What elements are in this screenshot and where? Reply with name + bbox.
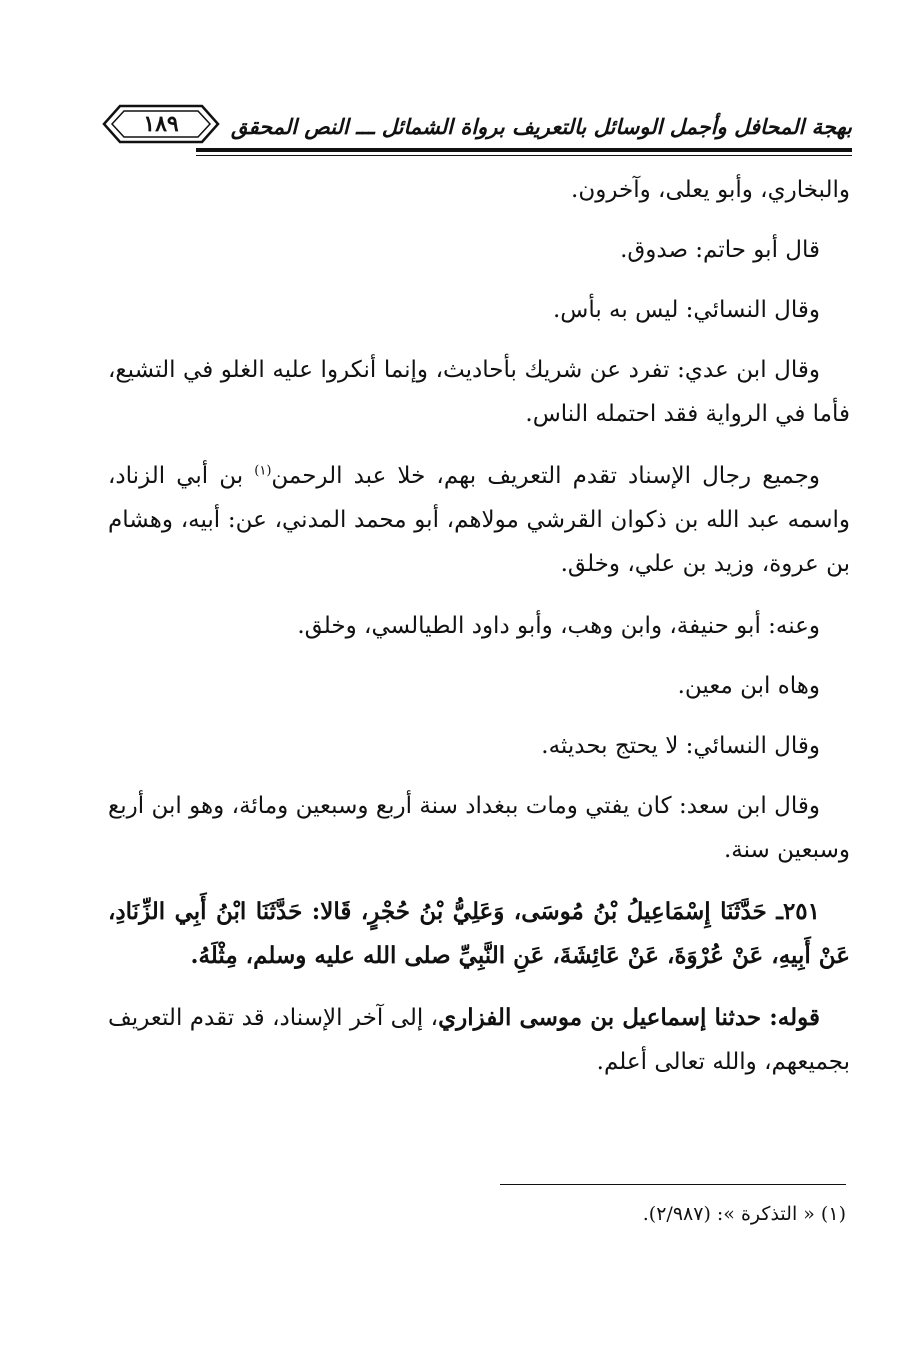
footnote-separator — [500, 1184, 846, 1185]
paragraph: وقال النسائي: لا يحتج بحديثه. — [541, 733, 820, 759]
isnad-text-start: وجميع رجال الإسناد تقدم التعريف بهم، خلا عبد الرحمن — [271, 463, 821, 489]
page-number: ١٨٩ — [143, 111, 179, 137]
paragraph: وقال ابن عدي: تفرد عن شريك بأحاديث، وإنما أنكروا عليه الغلو في التشيع، فأما في الرواية فقد احتمله الناس. — [108, 357, 850, 427]
hadith-text: ٢٥١ـ حَدَّثَنَا إِسْمَاعِيلُ بْنُ مُوسَى، وَعَلِيُّ بْنُ حُجْرٍ، قَالا: حَدَّثَنَا ابْنُ أَبِي الزِّنَادِ، عَنْ أَبِيهِ، عَنْ عُرْوَةَ، عَنْ عَائِشَةَ، عَنِ النَّبِيِّ صلى الله عليه وسلم، مِثْلَهُ. — [108, 898, 850, 969]
paragraph: والبخاري، وأبو يعلى، وآخرون. — [571, 177, 850, 203]
running-title: بهجة المحافل وأجمل الوسائل بالتعريف برواة الشمائل ـــ النص المحقق — [231, 114, 852, 139]
paragraph: وهاه ابن معين. — [677, 673, 820, 699]
paragraph: وقال النسائي: ليس به بأس. — [552, 297, 820, 323]
main-text — [108, 168, 850, 1102]
isnad-text-end: بن أبي الزناد، واسمه عبد الله بن ذكوان القرشي مولاهم، أبو محمد المدني، عن: أبيه، وهشام بن عروة، وزيد بن علي، وخلق. — [108, 463, 850, 577]
paragraph: قال أبو حاتم: صدوق. — [620, 237, 820, 263]
footnote-marker[interactable]: (١) — [254, 463, 272, 479]
paragraph: وعنه: أبو حنيفة، وابن وهب، وأبو داود الطيالسي، وخلق. — [297, 613, 820, 639]
commentary-rest: ، إلى آخر الإسناد، قد تقدم التعريف بجميعهم، والله تعالى أعلم. — [108, 1005, 850, 1075]
footnote: (١) « التذكرة »: (٢/٩٨٧). — [642, 1203, 846, 1225]
header-rule-thin — [196, 155, 852, 156]
commentary — [108, 996, 850, 1084]
paragraph-isnad — [108, 454, 850, 586]
header-rule-thick — [196, 148, 852, 152]
paragraph: وقال ابن سعد: كان يفتي ومات ببغداد سنة أربع وسبعين ومائة، وهو ابن أربع وسبعين سنة. — [108, 793, 850, 863]
page-number-badge — [102, 102, 220, 146]
commentary-lead: قوله: حدثنا إسماعيل بن موسى الفزاري — [438, 1004, 820, 1031]
